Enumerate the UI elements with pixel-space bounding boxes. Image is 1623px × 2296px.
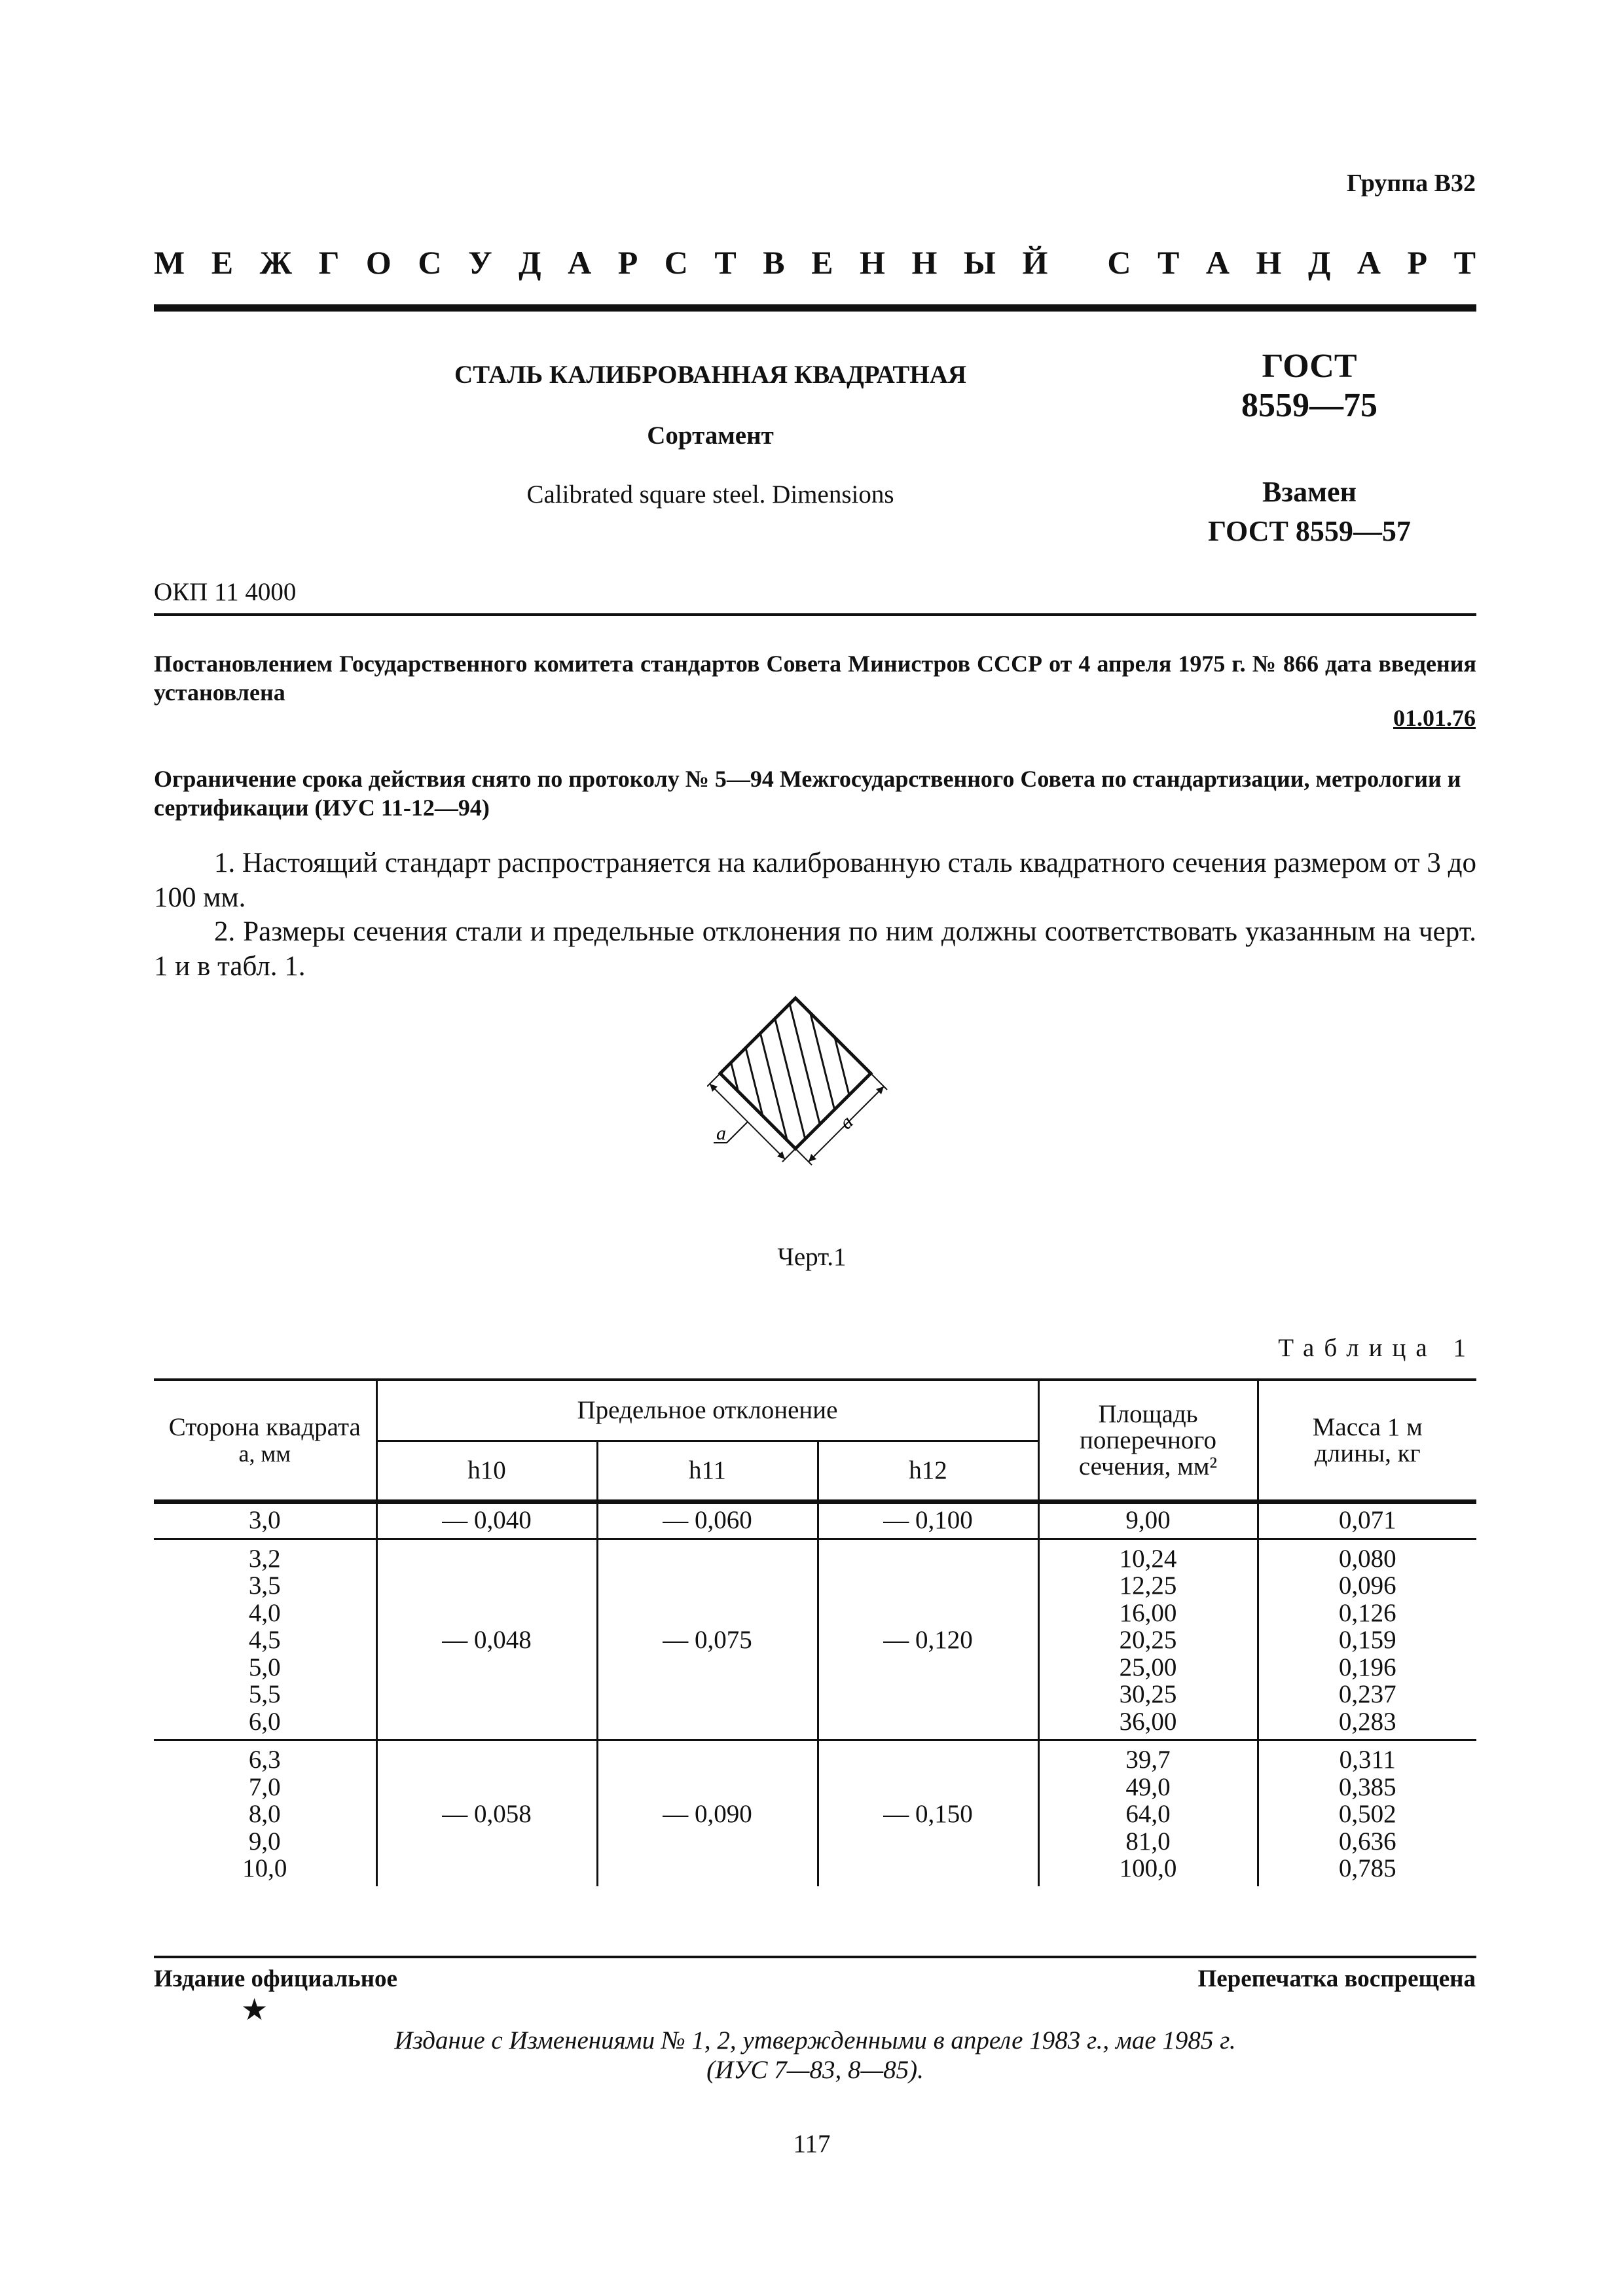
cell-h10: — 0,048 — [376, 1539, 597, 1740]
paragraph-1: 1. Настоящий стандарт распространяется на калиброванную сталь квадратного сечения размером от 3 до 100 мм. — [154, 848, 1476, 913]
cell-area-value: 16,00 — [1119, 1598, 1177, 1627]
heading-letter: Г — [318, 244, 340, 281]
edition-note-line-1: Издание с Изменениями № 1, 2, утвержденными в апреле 1983 г., мае 1985 г. — [394, 2026, 1236, 2054]
cell-h11: — 0,090 — [597, 1740, 818, 1886]
cell-side-value: 5,0 — [248, 1653, 281, 1681]
heading-letter: Н — [1256, 244, 1282, 281]
edition-note — [154, 2026, 1476, 2085]
heading-letter: Т — [1453, 244, 1476, 281]
cell-side-value: 9,0 — [248, 1827, 281, 1856]
cell-side — [154, 1539, 376, 1740]
cell-area — [1038, 1740, 1258, 1886]
cell-area-value: 10,24 — [1119, 1544, 1177, 1573]
cell-side-value: 8,0 — [248, 1800, 281, 1828]
heading-letter: Е — [811, 244, 833, 281]
cell-area-value: 49,0 — [1125, 1772, 1171, 1801]
cell-area — [1038, 1502, 1258, 1539]
cell-area-value: 81,0 — [1125, 1827, 1171, 1856]
okp-rule — [154, 613, 1476, 616]
heading-letter: С — [418, 244, 442, 281]
col-h10-header: h10 — [376, 1441, 597, 1502]
heading-letter: О — [365, 244, 392, 281]
cell-side — [154, 1502, 376, 1539]
heading-letter: Н — [860, 244, 885, 281]
heading-letter: Ж — [259, 244, 293, 281]
group-code: Группа В32 — [1346, 170, 1476, 197]
limitation-text: Ограничение срока действия снято по протоколу № 5—94 Межгосударственного Совета по стандартизации, метрологии и сертификации (ИУС 11-12—94) — [154, 766, 1461, 821]
gost-label: ГОСТ — [1262, 348, 1357, 385]
cell-mass-value: 0,080 — [1338, 1544, 1396, 1573]
cell-h11: — 0,075 — [597, 1539, 818, 1740]
cell-h10: — 0,040 — [376, 1502, 597, 1539]
heading-letter: Т — [1158, 244, 1180, 281]
standard-title: СТАЛЬ КАЛИБРОВАННАЯ КВАДРАТНАЯ — [454, 361, 967, 389]
heading-letter: В — [763, 244, 785, 281]
heading-letter: Р — [617, 244, 638, 281]
paragraph-2: 2. Размеры сечения стали и предельные отклонения по ним должны соответствовать указанным на черт. 1 и в табл. 1. — [154, 916, 1476, 982]
cell-mass-value: 0,126 — [1338, 1598, 1396, 1627]
col-area-header: Площадь поперечного сечения, мм² — [1038, 1381, 1258, 1502]
cell-area-value: 39,7 — [1125, 1746, 1171, 1774]
heading-letter: А — [1357, 244, 1381, 281]
cell-area — [1038, 1539, 1258, 1740]
cell-h12: — 0,100 — [818, 1502, 1038, 1539]
heading-letter: У — [467, 244, 492, 281]
cell-side-value: 7,0 — [248, 1772, 281, 1801]
heading-letter: А — [568, 244, 592, 281]
cell-h12: — 0,120 — [818, 1539, 1038, 1740]
heading-word-gap — [1074, 243, 1081, 281]
col-side-label: Сторона квадрата — [168, 1412, 361, 1441]
cell-side-value: 6,0 — [248, 1707, 281, 1736]
heading-letter: Н — [911, 244, 938, 281]
edition-note-line-2: (ИУС 7—83, 8—85). — [706, 2056, 924, 2084]
table-row — [154, 1740, 1476, 1886]
cell-side-value: 3,2 — [248, 1544, 281, 1573]
cell-mass-value: 0,785 — [1338, 1854, 1396, 1882]
cell-mass-value: 0,283 — [1338, 1707, 1396, 1736]
decree-text: Постановлением Государственного комитета стандартов Совета Министров СССР от 4 апреля 1975 г. № 866 дата введения установлена — [154, 651, 1476, 706]
col-deviation-header: Предельное отклонение — [376, 1381, 1038, 1441]
drawing-caption: Черт.1 — [777, 1243, 847, 1271]
cell-mass-value: 0,502 — [1338, 1800, 1396, 1828]
cell-h11: — 0,060 — [597, 1502, 818, 1539]
table-label: Таблица 1 — [1278, 1334, 1476, 1362]
standard-subtitle: Сортамент — [647, 422, 774, 450]
interstate-standard-heading — [154, 243, 1476, 281]
col-mass-header: Масса 1 м длины, кг — [1258, 1381, 1476, 1502]
dimension-label-left: a — [716, 1122, 726, 1144]
gost-number — [1172, 347, 1447, 425]
cell-h10: — 0,058 — [376, 1740, 597, 1886]
cell-mass-value: 0,237 — [1338, 1680, 1396, 1708]
cell-mass-value: 0,385 — [1338, 1772, 1396, 1801]
cell-area-value: 100,0 — [1119, 1854, 1177, 1882]
col-h11-header: h11 — [597, 1441, 818, 1502]
star-icon: ★ — [241, 1993, 268, 2026]
cell-mass — [1258, 1539, 1476, 1740]
col-h12-header: h12 — [818, 1441, 1038, 1502]
cell-side-value: 5,5 — [248, 1680, 281, 1708]
heading-letter: Д — [1307, 244, 1331, 281]
cell-area-value: 30,25 — [1119, 1680, 1177, 1708]
cell-side-value: 10,0 — [242, 1854, 287, 1882]
page-number: 117 — [793, 2130, 831, 2158]
heading-letter: А — [1205, 244, 1230, 281]
heading-letter: Е — [211, 244, 234, 281]
heading-letter: Й — [1022, 244, 1048, 281]
okp-code: ОКП 11 4000 — [154, 578, 297, 606]
heading-letter: Р — [1407, 244, 1428, 281]
replaces-block — [1172, 473, 1447, 551]
cell-area-value: 25,00 — [1119, 1653, 1177, 1681]
cell-side-value: 4,5 — [248, 1626, 281, 1654]
cell-area-value: 64,0 — [1125, 1800, 1171, 1828]
replaces-label: Взамен — [1262, 476, 1357, 508]
cell-side-value: 3,5 — [248, 1571, 281, 1600]
heading-letter: М — [154, 244, 185, 281]
cell-h12: — 0,150 — [818, 1740, 1038, 1886]
cell-mass-value: 0,311 — [1339, 1746, 1396, 1774]
cell-side — [154, 1740, 376, 1886]
heading-letter: С — [664, 244, 688, 281]
table-row — [154, 1539, 1476, 1740]
cell-mass — [1258, 1502, 1476, 1539]
cell-side-value: 4,0 — [248, 1598, 281, 1627]
table-row — [154, 1502, 1476, 1539]
cell-mass-value: 0,071 — [1338, 1506, 1396, 1534]
header-rule — [154, 304, 1476, 312]
cell-side-value: 3,0 — [248, 1506, 281, 1534]
cell-area-value: 12,25 — [1119, 1571, 1177, 1600]
cell-mass-value: 0,096 — [1338, 1571, 1396, 1600]
cell-mass-value: 0,196 — [1338, 1653, 1396, 1681]
english-title: Calibrated square steel. Dimensions — [526, 480, 894, 509]
introduction-date: 01.01.76 — [1393, 705, 1476, 731]
cell-area-value: 9,00 — [1125, 1506, 1171, 1534]
cell-area-value: 36,00 — [1119, 1707, 1177, 1736]
cell-side-value: 6,3 — [248, 1746, 281, 1774]
cell-mass — [1258, 1740, 1476, 1886]
heading-letter: С — [1107, 244, 1131, 281]
cell-area-value: 20,25 — [1119, 1626, 1177, 1654]
dimension-label-right: a — [835, 1111, 858, 1134]
reprint-prohibited-label: Перепечатка воспрещена — [1197, 1965, 1476, 1992]
replaces-code: ГОСТ 8559—57 — [1208, 515, 1411, 547]
heading-letter: Ы — [963, 244, 996, 281]
heading-letter: Д — [519, 244, 541, 281]
dimensions-table — [154, 1381, 1476, 1886]
gost-code: 8559—75 — [1241, 387, 1377, 424]
col-side-header — [154, 1381, 376, 1502]
heading-letter: Т — [714, 244, 737, 281]
col-side-unit: a, мм — [238, 1440, 291, 1467]
cell-mass-value: 0,159 — [1338, 1626, 1396, 1654]
cell-mass-value: 0,636 — [1338, 1827, 1396, 1856]
official-edition-label: Издание официальное — [154, 1965, 397, 1992]
cross-section-drawing — [707, 992, 930, 1188]
footer-rule — [154, 1956, 1476, 1958]
